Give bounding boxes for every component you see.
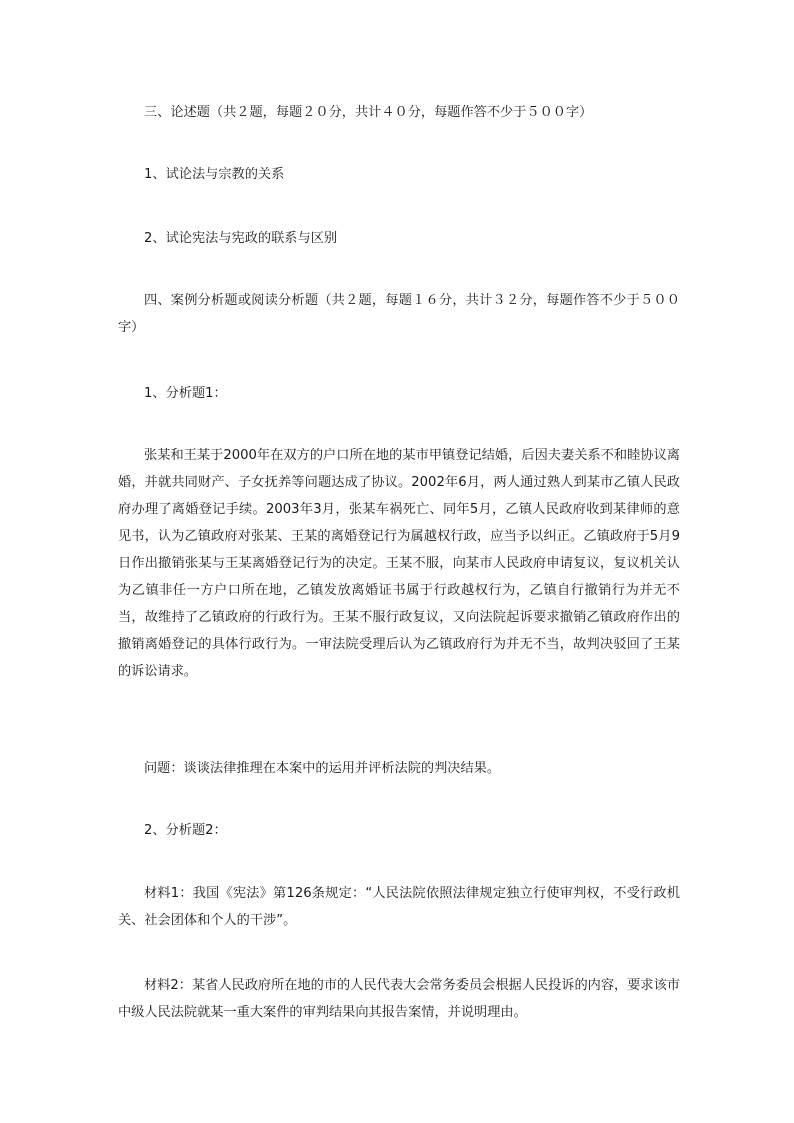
section-4-heading: 四、案例分析题或阅读分析题（共２题，每题１６分，共计３２分，每题作答不少于５００字）: [118, 293, 680, 335]
section-4-question-2-title: 2、分析题2：: [144, 823, 227, 838]
section-4-question-2-material-1: 材料1：我国《宪法》第126条规定：“人民法院依照法律规定独立行使审判权，不受行政机关、社会团体和个人的干涉”。: [118, 886, 680, 928]
section-3-question-2: 2、试论宪法与宪政的联系与区别: [144, 231, 338, 246]
section-4-question-2-material-2: 材料2：某省人民政府所在地的市的人民代表大会常务委员会根据人民投诉的内容，要求该市中级人民法院就某一重大案件的审判结果向其报告案情，并说明理由。: [118, 978, 680, 1020]
section-4-question-1-title: 1、分析题1：: [144, 386, 227, 401]
section-4-question-1-case: 张某和王某于2000年在双方的户口所在地的某市甲镇登记结婚，后因夫妻关系不和睦协议离婚，并就共同财产、子女抚养等问题达成了协议。2002年6月，两人通过熟人到某市乙镇人民政府办理了离婚登记手续。2003年3月，张某车祸死亡、同年5月，乙镇人民政府收到某律师的意见书，认为乙镇政府对张某、王某的离婚登记行为属越权行政，应当予以纠正。乙镇政府于5月9日作出撤销张某与王某离婚登记行为的决定。王某不服，向某市人民政府申请复议，复议机关认为乙镇非任一方户口所在地，乙镇发放离婚证书属于行政越权行为，乙镇自行撤销行为并无不当，故维持了乙镇政府的行政行为。王某不服行政复议，又向法院起诉要求撤销乙镇政府作出的撤销离婚登记的具体行政行为。一审法院受理后认为乙镇政府行为并无不当，故判决驳回了王某的诉讼请求。: [118, 448, 680, 679]
section-4-question-1-question: 问题：谈谈法律推理在本案中的运用并评析法院的判决结果。: [144, 761, 501, 776]
section-3-heading: 三、论述题（共２题，每题２０分，共计４０分，每题作答不少于５００字）: [144, 105, 593, 120]
section-3-question-1: 1、试论法与宗教的关系: [144, 167, 285, 182]
